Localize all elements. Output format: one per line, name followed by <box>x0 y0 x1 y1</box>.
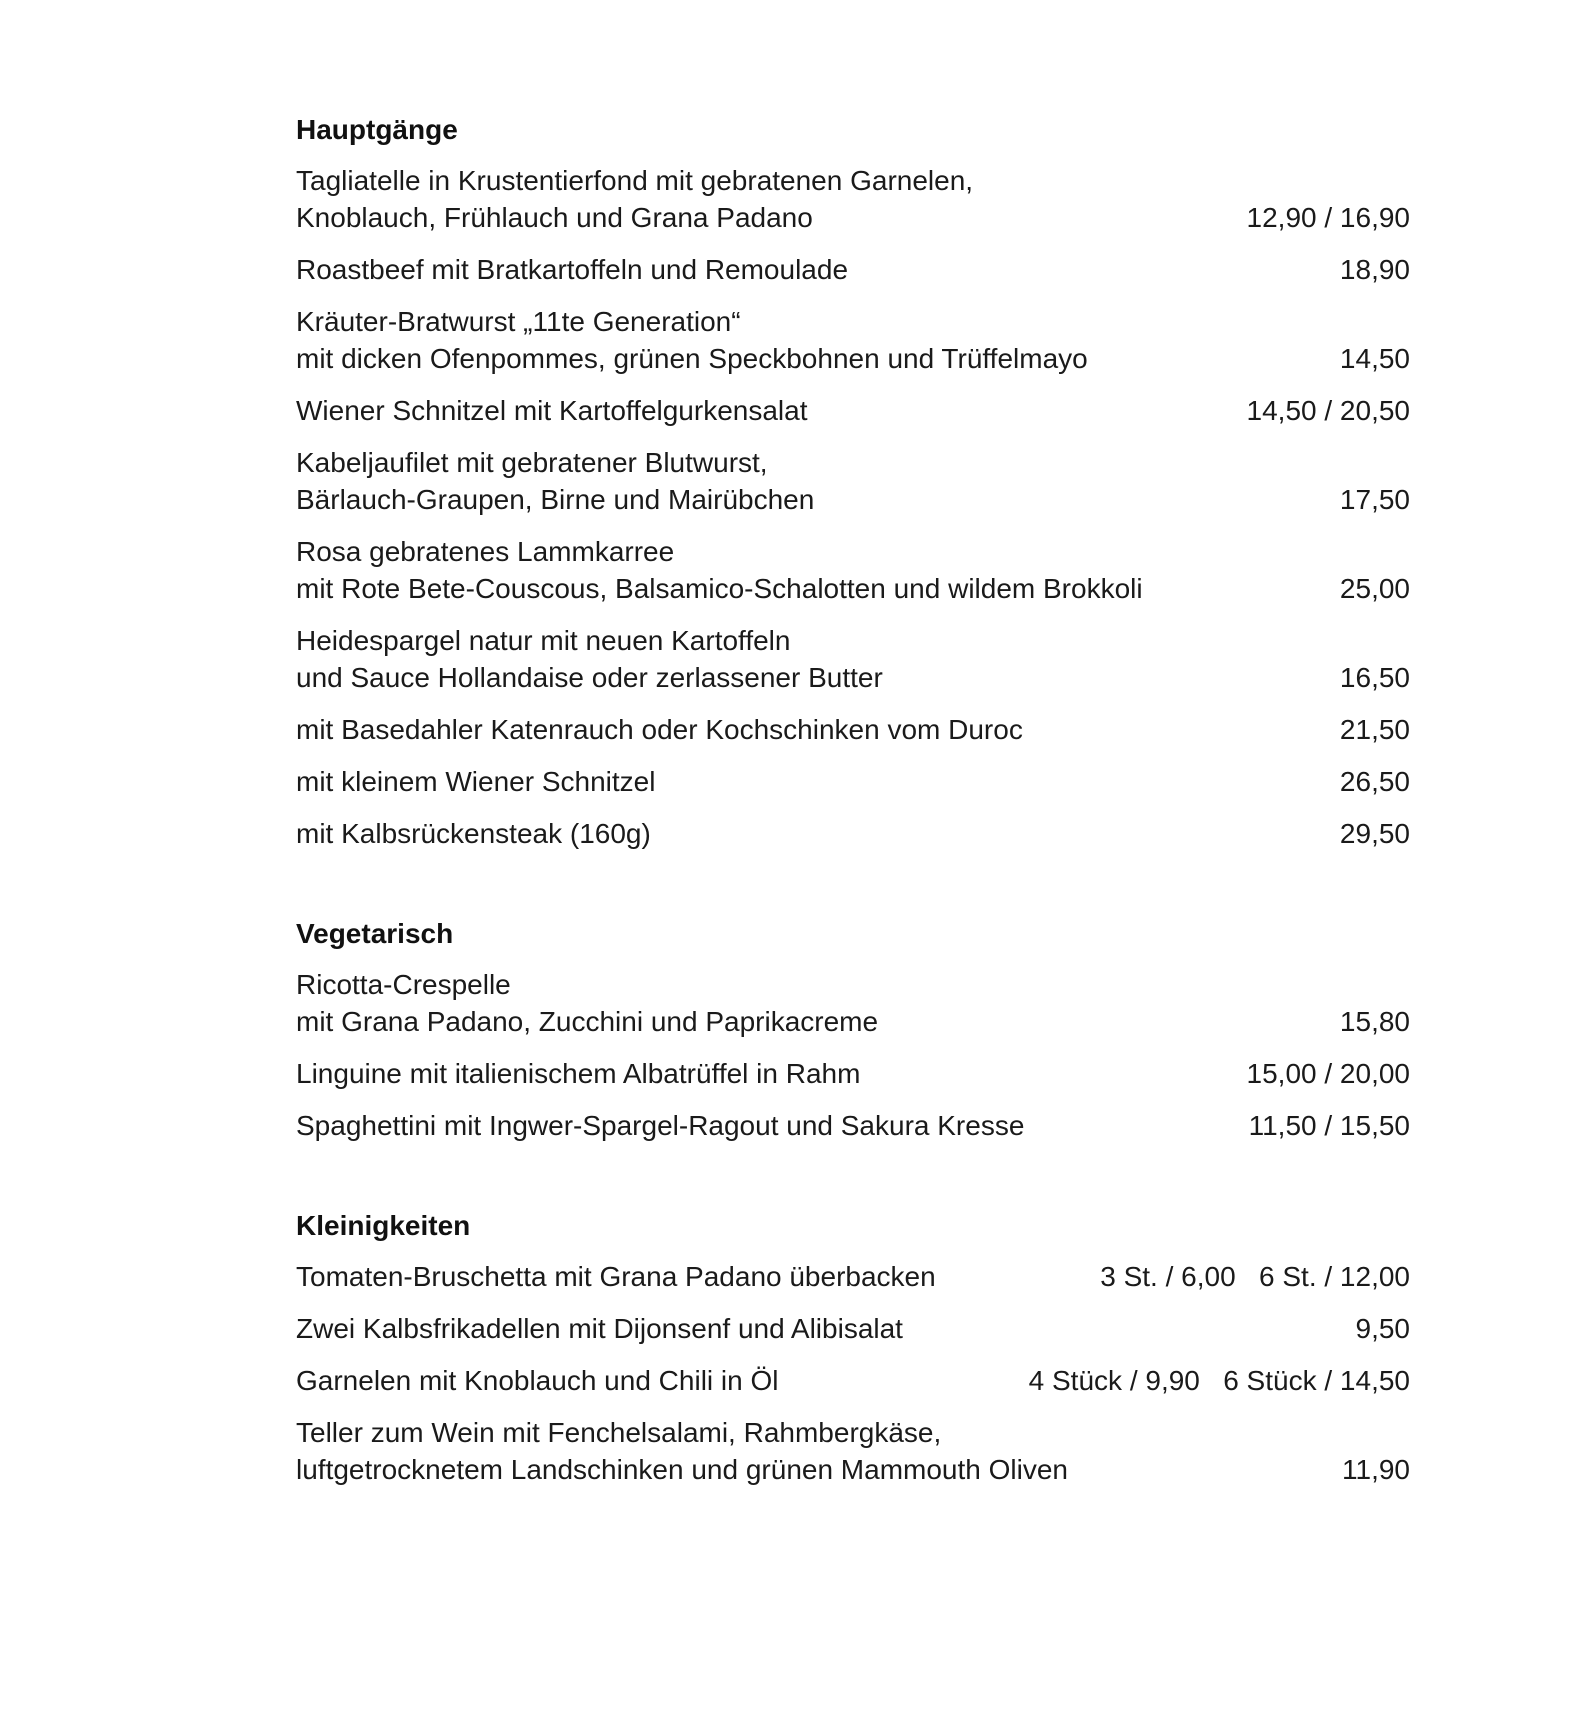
item-description <box>296 162 1227 236</box>
item-description-line: Rosa gebratenes Lammkarree <box>296 536 675 567</box>
menu-item <box>296 966 1410 1040</box>
item-description-line: mit Kalbsrückensteak (160g) <box>296 818 651 849</box>
item-description-line: Tomaten-Bruschetta mit Grana Padano überbacken <box>296 1261 936 1292</box>
item-description <box>296 392 1227 429</box>
item-description <box>296 1107 1229 1144</box>
item-description <box>296 1414 1322 1488</box>
item-price: 25,00 <box>1339 573 1410 604</box>
item-description <box>296 763 1320 800</box>
menu-item <box>296 533 1410 607</box>
item-price: 15,00 / 20,00 <box>1246 1058 1410 1089</box>
item-description-line: luftgetrocknetem Landschinken und grünen Mammouth Oliven <box>296 1454 1068 1485</box>
item-description <box>296 1310 1336 1347</box>
menu-item <box>296 251 1410 288</box>
item-description <box>296 1055 1227 1092</box>
section-kleinigkeiten <box>296 1206 1410 1488</box>
item-description-line: mit kleinem Wiener Schnitzel <box>296 766 656 797</box>
item-price: 14,50 <box>1339 343 1410 374</box>
item-description-line: Kabeljaufilet mit gebratener Blutwurst, <box>296 447 768 478</box>
section-title: Kleinigkeiten <box>296 1210 471 1241</box>
item-description-line: mit Rote Bete-Couscous, Balsamico-Schalotten und wildem Brokkoli <box>296 573 1143 604</box>
item-description-line: Bärlauch-Graupen, Birne und Mairübchen <box>296 484 815 515</box>
item-description <box>296 444 1320 518</box>
item-price: 16,50 <box>1339 662 1410 693</box>
item-description-line: Kräuter-Bratwurst „11te Generation“ <box>296 306 741 337</box>
menu-item <box>296 1055 1410 1092</box>
item-price: 21,50 <box>1339 714 1410 745</box>
menu-item <box>296 1107 1410 1144</box>
item-price: 14,50 / 20,50 <box>1246 395 1410 426</box>
item-price: 18,90 <box>1339 254 1410 285</box>
item-description <box>296 251 1320 288</box>
item-description-line: mit Basedahler Katenrauch oder Kochschinken vom Duroc <box>296 714 1023 745</box>
item-description-line: Roastbeef mit Bratkartoffeln und Remoulade <box>296 254 849 285</box>
item-price: 29,50 <box>1339 818 1410 849</box>
item-description <box>296 303 1320 377</box>
section-vegetarisch <box>296 914 1410 1144</box>
item-description-line: mit Grana Padano, Zucchini und Paprikacreme <box>296 1006 879 1037</box>
item-price: 11,90 <box>1342 1454 1410 1485</box>
menu-item <box>296 392 1410 429</box>
menu-item <box>296 711 1410 748</box>
item-price: 12,90 / 16,90 <box>1246 202 1410 233</box>
item-description-line: Garnelen mit Knoblauch und Chili in Öl <box>296 1365 779 1396</box>
item-description-line: Knoblauch, Frühlauch und Grana Padano <box>296 202 813 233</box>
item-description-line: Ricotta-Crespelle <box>296 969 511 1000</box>
menu-item <box>296 763 1410 800</box>
menu-item <box>296 162 1410 236</box>
menu-item <box>296 815 1410 852</box>
item-description-line: Wiener Schnitzel mit Kartoffelgurkensalat <box>296 395 808 426</box>
item-description <box>296 711 1320 748</box>
item-description <box>296 533 1320 607</box>
item-description <box>296 1258 1080 1295</box>
item-description <box>296 1362 1009 1399</box>
item-description <box>296 815 1320 852</box>
item-description-line: mit dicken Ofenpommes, grünen Speckbohnen und Trüffelmayo <box>296 343 1088 374</box>
menu-item <box>296 1414 1410 1488</box>
item-price: 11,50 / 15,50 <box>1248 1110 1410 1141</box>
item-description-line: Teller zum Wein mit Fenchelsalami, Rahmbergkäse, <box>296 1417 942 1448</box>
item-description-line: Spaghettini mit Ingwer-Spargel-Ragout und Sakura Kresse <box>296 1110 1025 1141</box>
item-description-line: Tagliatelle in Krustentierfond mit gebratenen Garnelen, <box>296 165 974 196</box>
item-price: 26,50 <box>1339 766 1410 797</box>
menu-item <box>296 1362 1410 1399</box>
menu-item <box>296 1258 1410 1295</box>
item-description <box>296 966 1320 1040</box>
menu-item <box>296 1310 1410 1347</box>
section-title: Vegetarisch <box>296 918 454 949</box>
menu-item <box>296 622 1410 696</box>
item-price: 15,80 <box>1339 1006 1410 1037</box>
menu-item <box>296 303 1410 377</box>
menu-item <box>296 444 1410 518</box>
item-description-line: und Sauce Hollandaise oder zerlassener Butter <box>296 662 883 693</box>
section-title: Hauptgänge <box>296 114 458 145</box>
item-price: 4 Stück / 9,90 6 Stück / 14,50 <box>1028 1365 1410 1396</box>
item-description <box>296 622 1320 696</box>
menu-page <box>296 110 1410 1503</box>
item-price: 3 St. / 6,00 6 St. / 12,00 <box>1100 1261 1410 1292</box>
item-price: 17,50 <box>1339 484 1410 515</box>
item-description-line: Zwei Kalbsfrikadellen mit Dijonsenf und Alibisalat <box>296 1313 903 1344</box>
item-description-line: Heidespargel natur mit neuen Kartoffeln <box>296 625 791 656</box>
item-description-line: Linguine mit italienischem Albatrüffel in Rahm <box>296 1058 861 1089</box>
section-hauptgaenge <box>296 110 1410 852</box>
item-price: 9,50 <box>1355 1313 1410 1344</box>
